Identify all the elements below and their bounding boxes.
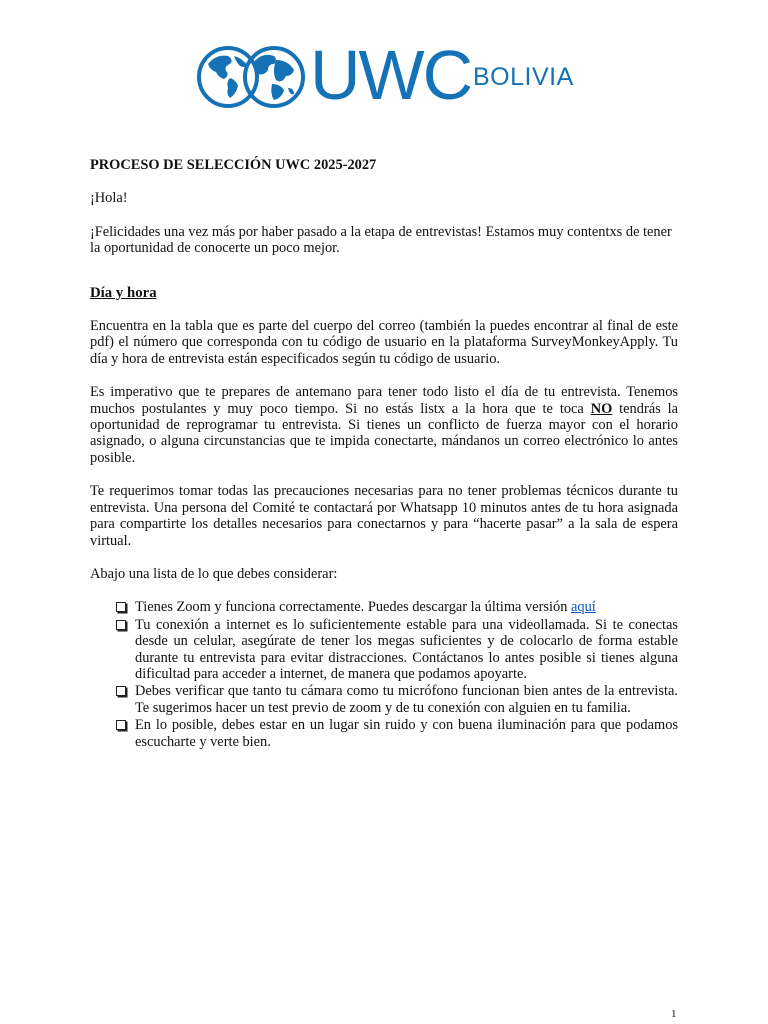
paragraph-preparation-part2: tendrás la oportunidad de reprogramar tu entrevista. Si tienes un conflicto de fuerza mayor con el horario asignado, o alguna circunstancias que te impida conectarte, mándanos un correo electrónico lo antes posible. <box>90 400 678 466</box>
list-item <box>90 717 678 750</box>
emphasis-no: NO <box>590 400 613 417</box>
greeting: ¡Hola! <box>90 190 128 207</box>
checklist <box>90 599 678 750</box>
paragraph-precautions: Te requerimos tomar todas las precauciones necesarias para no tener problemas técnicos durante tu entrevista. Una persona del Comité te contactará por Whatsapp 10 minutos antes de tu hora asignada para compartirte los detalles necesarios para conectarnos y para “hacerte pasar” a la sala de espera virtual. <box>90 483 678 549</box>
paragraph-preparation-part1: Es imperativo que te prepares de antemano para tener todo listo el día de tu entrevista. Tenemos muchos postulantes y muy poco tiempo. Si no estás listx a la hora que te toca <box>90 384 678 417</box>
brand-name: UWC <box>310 36 472 114</box>
checkbox-bullet-icon <box>116 620 126 630</box>
checkbox-bullet-icon <box>116 686 126 696</box>
checkbox-bullet-icon <box>116 720 126 730</box>
globe-logo-icon <box>196 44 308 110</box>
document-body <box>90 157 678 751</box>
list-item-text: Tu conexión a internet es lo suficientemente estable para una videollamada. Si te conectas desde un celular, asegúrate de tener los megas suficientes y de colocarlo de forma estable durante tu entrevista para evitar distracciones. Contáctanos lo antes posible si tienes alguna dificultad para acceder a internet, de manera que podamos apoyarte. <box>135 616 678 682</box>
list-item <box>90 599 678 615</box>
checkbox-bullet-icon <box>116 602 126 612</box>
list-item <box>90 683 678 716</box>
page-number: 1 <box>671 1008 677 1020</box>
section-heading: Día y hora <box>90 284 157 301</box>
paragraph-table-info: Encuentra en la tabla que es parte del cuerpo del correo (también la puedes encontrar al final de este pdf) el número que corresponda con tu código de usuario en la plataforma SurveyMonkeyApply. Tu día y hora de entrevista están especificados según tu código de usuario. <box>90 318 678 367</box>
list-item-text: En lo posible, debes estar en un lugar sin ruido y con buena iluminación para que podamos escucharte y verte bien. <box>135 717 678 750</box>
intro-paragraph: ¡Felicidades una vez más por haber pasado a la etapa de entrevistas! Estamos muy contentxs de tener la oportunidad de conocerte un poco mejor. <box>90 223 672 257</box>
list-item <box>90 617 678 683</box>
brand-country: BOLIVIA <box>473 63 574 91</box>
paragraph-preparation <box>90 384 678 466</box>
uwc-bolivia-logo <box>196 36 576 114</box>
download-zoom-link[interactable]: aquí <box>570 599 596 616</box>
document-title: PROCESO DE SELECCIÓN UWC 2025-2027 <box>90 157 377 173</box>
list-intro: Abajo una lista de lo que debes considerar: <box>90 565 338 582</box>
list-item-text: Debes verificar que tanto tu cámara como tu micrófono funcionan bien antes de la entrevista. Te sugerimos hacer un test previo de zoom y de tu conexión con alguien en tu familia. <box>135 683 678 716</box>
list-item-text: Tienes Zoom y funciona correctamente. Puedes descargar la última versión <box>135 599 571 616</box>
